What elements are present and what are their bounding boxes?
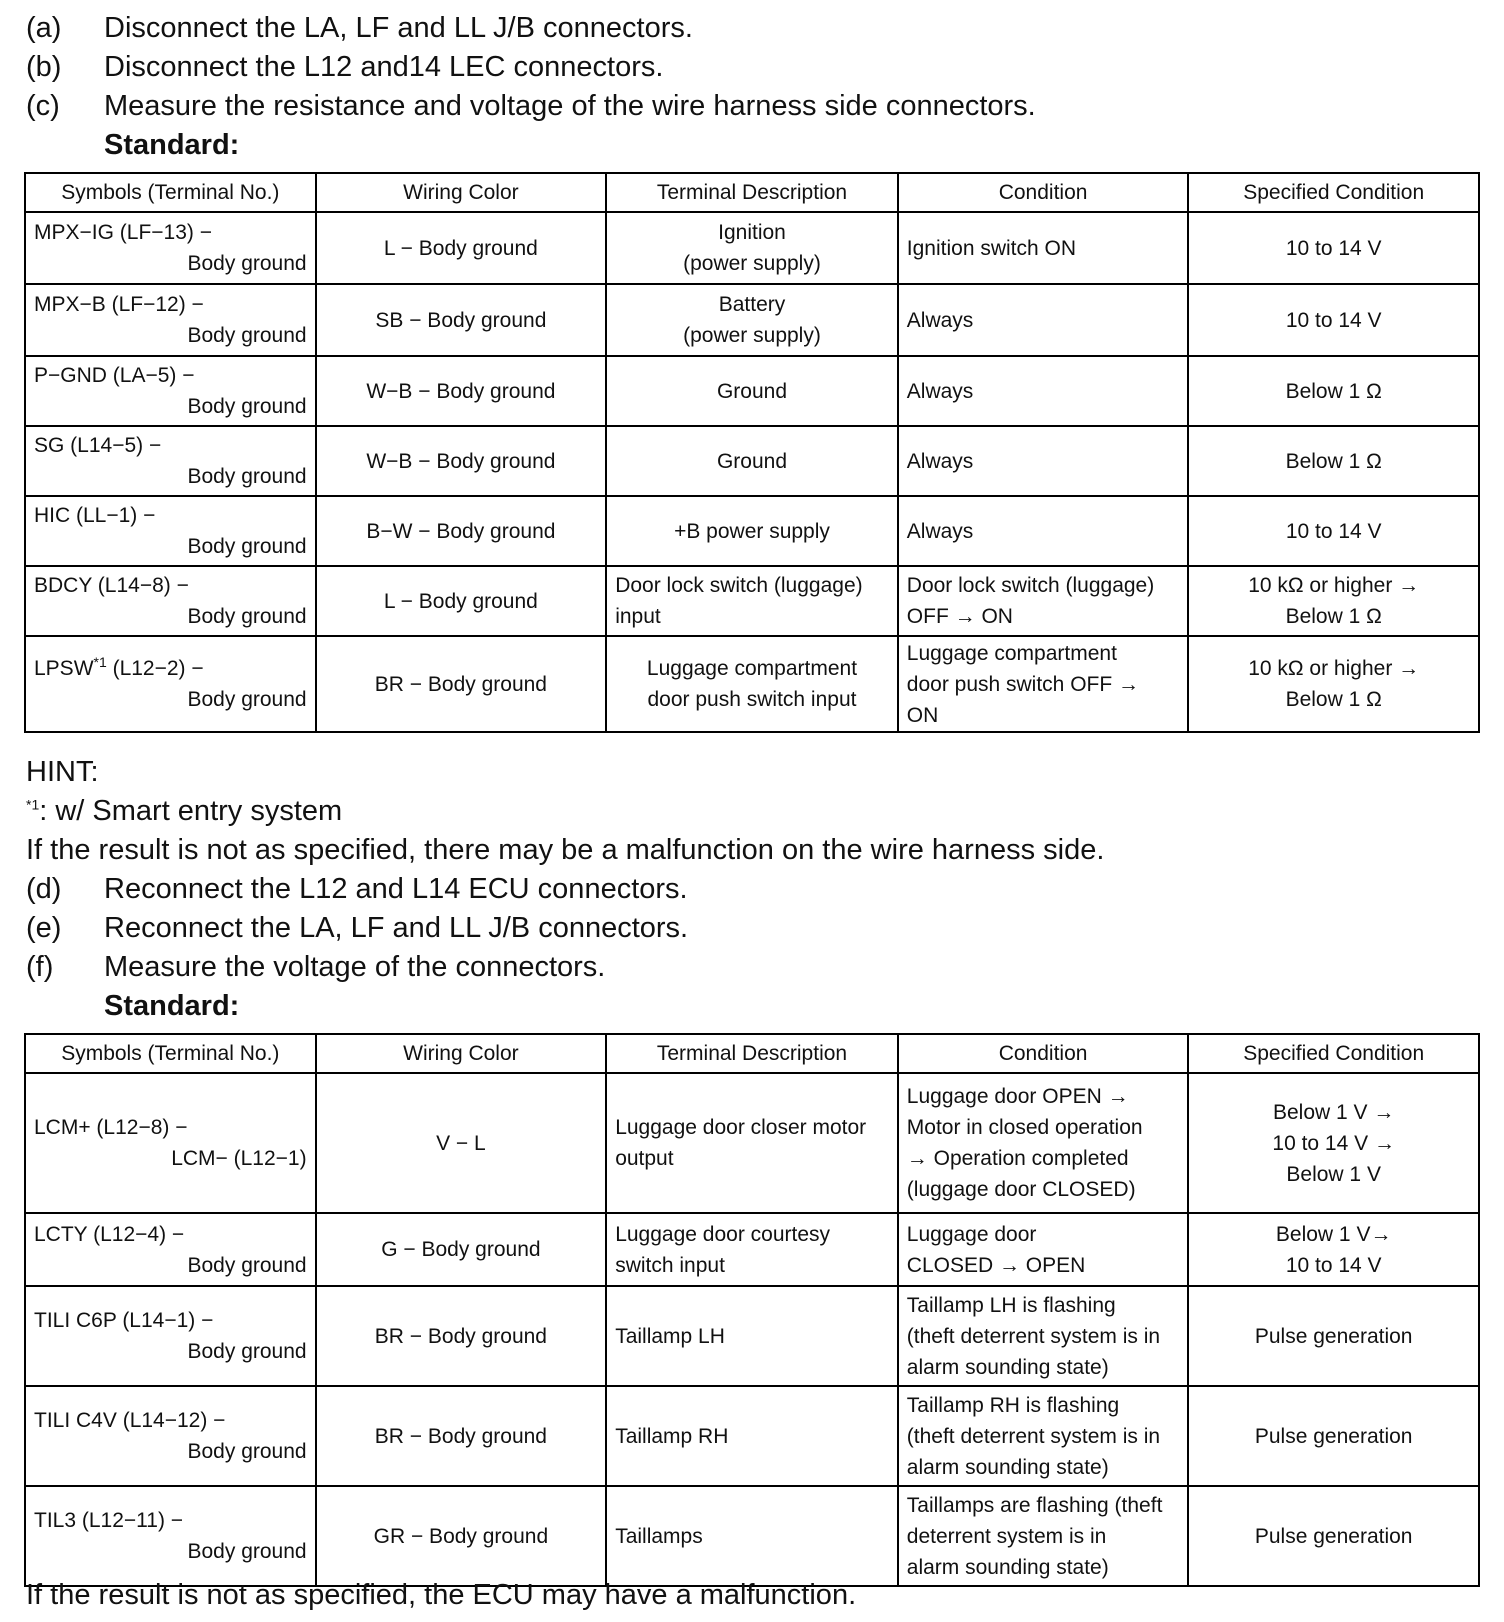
step-e: (e) Reconnect the LA, LF and LL J/B connectors. [26,912,689,944]
header-specified-condition: Specified Condition [1188,173,1479,212]
wiring-cell: L − Body ground [316,566,607,636]
header-wiring-color: Wiring Color [316,173,607,212]
symbol-cell: LCTY (L12−4) − Body ground [25,1213,316,1286]
symbol-cell: TIL3 (L12−11) − Body ground [25,1486,316,1586]
symbol-cell: SG (L14−5) − Body ground [25,426,316,496]
symbol-cell: TILI C6P (L14−1) − Body ground [25,1286,316,1386]
symbol-cell: BDCY (L14−8) − Body ground [25,566,316,636]
step-b: (b) Disconnect the L12 and14 LEC connectors. [26,51,664,83]
condition-cell: Luggage door OPEN → Motor in closed operation → Operation completed (luggage door CLOSED) [898,1073,1189,1213]
condition-cell: Always [898,356,1189,426]
description-cell: Taillamp LH [606,1286,898,1386]
wiring-cell: GR − Body ground [316,1486,607,1586]
condition-cell: Always [898,426,1189,496]
condition-cell: Always [898,284,1189,356]
step-f: (f) Measure the voltage of the connectors. [26,951,606,983]
hint-footnote: $^{*1}$: w/ Smart entry system [26,795,343,827]
table-row [25,426,1479,496]
spec-cell: 10 to 14 V [1188,212,1479,284]
table-header-row [25,173,1479,212]
condition-cell: Taillamps are flashing (theft deterrent system is in alarm sounding state) [898,1486,1189,1586]
step-a: (a) Disconnect the LA, LF and LL J/B connectors. [26,12,693,44]
wiring-cell: G − Body ground [316,1213,607,1286]
table-row [25,356,1479,426]
table-row [25,212,1479,284]
table-row [25,1213,1479,1286]
header-symbols: Symbols (Terminal No.) [25,1034,316,1073]
symbol-cell: HIC (LL−1) − Body ground [25,496,316,566]
spec-cell: Pulse generation [1188,1286,1479,1386]
standard-label-2: Standard: [104,990,240,1022]
condition-cell: Always [898,496,1189,566]
footer-text: If the result is not as specified, the ECU may have a malfunction. [26,1579,857,1611]
description-cell: Ground [606,426,898,496]
table-row [25,566,1479,636]
header-terminal-description: Terminal Description [606,1034,898,1073]
wiring-cell: W−B − Body ground [316,426,607,496]
condition-cell: Ignition switch ON [898,212,1189,284]
spec-cell: 10 to 14 V [1188,496,1479,566]
wiring-cell: W−B − Body ground [316,356,607,426]
table-row [25,1486,1479,1586]
table-row [25,284,1479,356]
table-row [25,496,1479,566]
wiring-cell: BR − Body ground [316,1286,607,1386]
description-cell: +B power supply [606,496,898,566]
hint-result-text: If the result is not as specified, there may be a malfunction on the wire harness side. [26,834,1105,866]
condition-cell: Taillamp LH is flashing (theft deterrent system is in alarm sounding state) [898,1286,1189,1386]
wiring-cell: SB − Body ground [316,284,607,356]
header-terminal-description: Terminal Description [606,173,898,212]
symbol-cell: TILI C4V (L14−12) − Body ground [25,1386,316,1486]
description-cell: Battery (power supply) [606,284,898,356]
spec-cell: 10 kΩ or higher → Below 1 Ω [1188,566,1479,636]
condition-cell: Luggage compartment door push switch OFF → ON [898,636,1189,732]
hint-label: HINT: [26,756,99,788]
condition-cell: Taillamp RH is flashing (theft deterrent system is in alarm sounding state) [898,1386,1189,1486]
header-wiring-color: Wiring Color [316,1034,607,1073]
symbol-cell: LPSW$^{*1}$ (L12−2) − Body ground [25,636,316,732]
table-row [25,1073,1479,1213]
symbol-cell: MPX−B (LF−12) − Body ground [25,284,316,356]
footnote-mark: *1 [93,654,107,670]
condition-cell: Luggage door CLOSED → OPEN [898,1213,1189,1286]
description-cell: Ground [606,356,898,426]
spec-cell: Below 1 V→ 10 to 14 V [1188,1213,1479,1286]
symbol-cell: P−GND (LA−5) − Body ground [25,356,316,426]
spec-cell: Pulse generation [1188,1386,1479,1486]
spec-cell: Below 1 Ω [1188,426,1479,496]
header-symbols: Symbols (Terminal No.) [25,173,316,212]
table-row [25,636,1479,732]
wiring-cell: V − L [316,1073,607,1213]
table-header-row [25,1034,1479,1073]
wiring-cell: L − Body ground [316,212,607,284]
table-row [25,1386,1479,1486]
header-condition: Condition [898,1034,1189,1073]
step-c: (c) Measure the resistance and voltage of the wire harness side connectors. [26,90,1036,122]
table-row [25,1286,1479,1386]
spec-cell: Pulse generation [1188,1486,1479,1586]
condition-cell: Door lock switch (luggage) OFF → ON [898,566,1189,636]
description-cell: Door lock switch (luggage) input [606,566,898,636]
step-d: (d) Reconnect the L12 and L14 ECU connectors. [26,873,688,905]
description-cell: Taillamps [606,1486,898,1586]
header-specified-condition: Specified Condition [1188,1034,1479,1073]
spec-cell: 10 to 14 V [1188,284,1479,356]
standard-label-1: Standard: [104,129,240,161]
wiring-cell: B−W − Body ground [316,496,607,566]
spec-cell: 10 kΩ or higher → Below 1 Ω [1188,636,1479,732]
description-cell: Luggage door courtesy switch input [606,1213,898,1286]
wiring-cell: BR − Body ground [316,636,607,732]
spec-table-1 [24,172,1480,733]
spec-cell: Below 1 V → 10 to 14 V → Below 1 V [1188,1073,1479,1213]
wiring-cell: BR − Body ground [316,1386,607,1486]
description-cell: Luggage compartment door push switch input [606,636,898,732]
header-condition: Condition [898,173,1189,212]
description-cell: Ignition (power supply) [606,212,898,284]
symbol-cell: LCM+ (L12−8) − LCM− (L12−1) [25,1073,316,1213]
symbol-cell: MPX−IG (LF−13) − Body ground [25,212,316,284]
spec-cell: Below 1 Ω [1188,356,1479,426]
description-cell: Luggage door closer motor output [606,1073,898,1213]
description-cell: Taillamp RH [606,1386,898,1486]
spec-table-2 [24,1033,1480,1587]
